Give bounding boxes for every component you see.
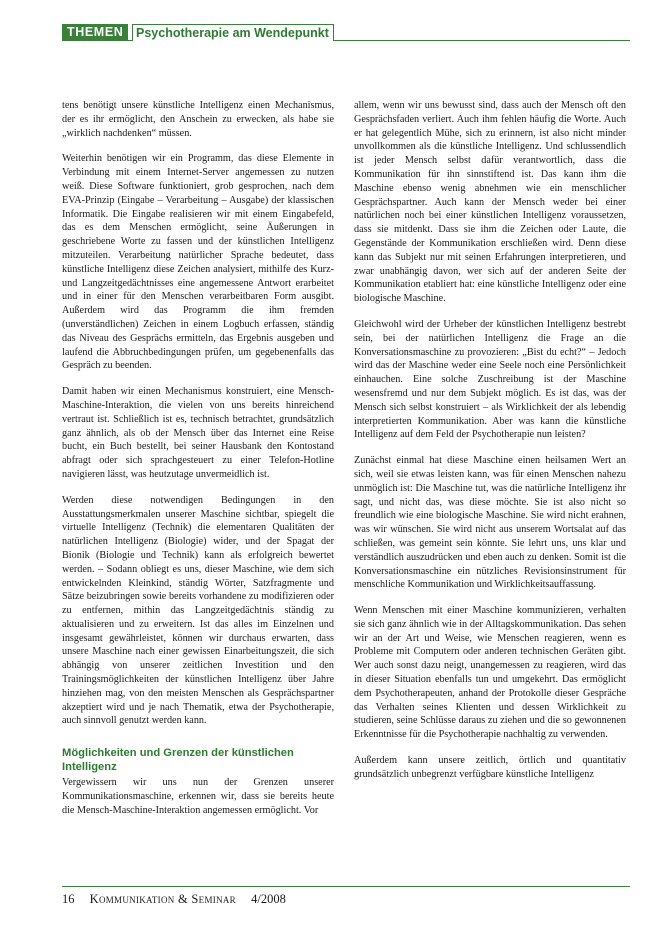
paragraph: Damit haben wir einen Mechanismus konstruiert, eine Mensch-Maschine-Interaktion, die vielen von uns bereits hinreichend vertraut ist. Schließlich ist es, technisch betrachtet, grundsätzlich ganz ähnlich, als ob der Mensch über das Internet eine Reise bucht, ein Buch bestellt, bei seiner Hausbank den Kontostand abfragt oder sich sprachgesteuert zu einer Telefon-Hotline navigieren lässt, was heutzutage unvermeidlich ist. xyxy=(62,386,334,480)
footer-rule xyxy=(62,886,630,887)
issue-number: 4/2008 xyxy=(251,892,286,906)
paragraph: Außerdem kann unsere zeitlich, örtlich und quantitativ grundsätzlich unbegrenzt verfügbare künstliche Intelligenz xyxy=(354,755,626,780)
paragraph: Gleichwohl wird der Urheber der künstlichen Intelligenz bestrebt sein, bei der natürlichen Intelligenz die Frage an die Konversationsmaschine zu provozieren: „Bist du echt?“ – Jedoch wird das der Maschine weder eine Seele noch eine Persönlichkeit einhauchen. Eine solche Zuschreibung ist der Maschine wesensfremd und nur dem Subjekt möglich. Es ist das, was der Mensch sich selbst konstruiert – als Wirklichkeit der als lebendig interpretierten Kommunikation. Aber was kann die künstliche Intelligenz auf dem Feld der Psychotherapie nun leisten? xyxy=(354,318,626,441)
right-column xyxy=(354,99,626,794)
magazine-name: Kommunikation & Seminar xyxy=(89,892,236,906)
paragraph: Zunächst einmal hat diese Maschine einen heilsamen Wert an sich, weil sie etwas leisten kann, was für einen Menschen nahezu unmöglich ist: Die Maschine tut, was die natürliche Intelligenz ihr sagt, und nicht das, was diese möchte. Sie ist also nicht so freundlich wie eine biologische Maschine. Sie wird nicht erahnen, was wir wünschen. Sie wird nicht aus unserem Wortsalat auf das schließen, was gemeint sein könnte. Sie lehrt uns, uns klar und verständlich auszudrücken und eben auch zu denken. Somit ist die Konversationsmaschine ein nützliches Revisionsinstrument für menschliche Kommunikation und Wirklichkeitsauffassung. xyxy=(354,455,626,591)
paragraph: Wenn Menschen mit einer Maschine kommunizieren, verhalten sie sich ganz ähnlich wie in der Alltagskommunikation. Das sehen wir an der Art und Weise, wie Menschen reagieren, wenn es Probleme mit Computern oder anderen technischen Geräten gibt. Wer auch sonst dazu neigt, unangemessen zu reagieren, wird das in dieser Situation ebenfalls tun und umgekehrt. Das ermöglicht dem Psychotherapeuten, anhand der Protokolle dieser Gespräche das Verhalten seines Klienten und dessen Wirklichkeit zu studieren, seine Schlüsse daraus zu ziehen und die so gewonnenen Erkenntnisse für die Psychotherapie nachhaltig zu verwenden. xyxy=(354,605,626,741)
paragraph: Vergewissern wir uns nun der Grenzen unserer Kommunikationsmaschine, erkennen wir, dass sie bereits heute die Mensch-Maschine-Interaktion angemessen ermöglicht. Vor xyxy=(62,777,334,816)
left-column xyxy=(62,99,334,830)
subheading: Möglichkeiten und Grenzen der künstlichen Intelligenz xyxy=(62,747,294,774)
section-title: Psychotherapie am Wendepunkt xyxy=(132,24,334,41)
section-tag: THEMEN xyxy=(62,24,128,41)
paragraph: Werden diese notwendigen Bedingungen in den Ausstattungsmerkmalen unserer Maschine sichtbar, spiegelt die virtuelle Intelligenz (Technik) die elementaren Qualitäten der natürlichen Intelligenz (Biologie) wider, und der Spagat der Bionik (Biologie und Technik) kann als erfolgreich bewertet werden. – Sodann obliegt es uns, dieser Maschine, wie dem sich entwickelnden Kleinkind, ständig Wörter, Satzfragmente und Sätze beizubringen sowie bereits vorhandene zu modifizieren oder zu entfernen, mithin das Langzeitgedächtnis ständig zu aktualisieren und zu erweitern. Ist das alles im Einzelnen und insgesamt gewährleistet, können wir durchaus erwarten, dass unsere Maschine nach einer gewissen Einarbeitungszeit, die sich abhängig von unserer zeitlichen Investition und den Trainingsmöglichkeiten der künstlichen Intelligenz über Jahre hinziehen mag, von den meisten Menschen als Gesprächspartner akzeptiert wird und je nach Thematik, etwa der Psychotherapie, auch sinnvoll genutzt werden kann. xyxy=(62,494,334,727)
paragraph: Weiterhin benötigen wir ein Programm, das diese Elemente in Verbindung mit einem Internet-Server angemessen zu nutzen weiß. Diese Software funktioniert, grob gesprochen, nach dem EVA-Prinzip (Eingabe – Verarbeitung – Ausgabe) der klassischen Informatik. Die Eingabe realisieren wir mit einem Eingabefeld, das es dem Menschen ermöglicht, seine Äußerungen in geschriebene Worte zu fassen und der künstlichen Intelligenz mitzuteilen. Verarbeitung natürlicher Sprache bedeutet, dass künstliche Intelligenz diese Zeichen analysiert, mithilfe des Kurz- und Langzeitgedächtnisses eine angemessene Antwort erarbeitet und in einer für den Menschen verarbeitbaren Form ausgibt. Außerdem wird das Programm die ihm fremden (unverständlichen) Zeichen in einem Logbuch erfassen, ständig das Niveau des Gesprächs ermitteln, das Ergebnis ausgeben und laufend die Abbruchbedingungen prüfen, um gegebenenfalls das Gespräch zu beenden. xyxy=(62,153,334,372)
paragraph: allem, wenn wir uns bewusst sind, dass auch der Mensch oft den Gesprächsfaden verliert. Auch ihm fehlen häufig die Worte. Auch er hat gelegentlich Mühe, sich zu erinnern, ist also nicht minder unvollkommen als die künstliche Intelligenz. Und schlussendlich ist jeder Mensch selbst dafür verantwortlich, dass die Kommunikation für ihn sinnstiftend ist. Das kann ihm die Maschine ebenso wenig abnehmen wie ein menschlicher Gesprächspartner. Auch kann der Mensch weder bei einer natürlichen noch bei einer künstlichen Intelligenz voraussetzen, dass sie mitdenkt. Dass sie ihm die Zeichen oder Laute, die Gegenstände der Kommunikation erschließen wird. Denn diese kann das Subjekt nur mit seinen Erfahrungen interpretieren, und zwar unabhängig davon, wer sich auf der anderen Seite der Kommunikation etabliert hat: eine künstliche Intelligenz oder eine biologische Maschine. xyxy=(354,100,626,305)
page-footer xyxy=(62,892,286,908)
page-header xyxy=(62,24,630,41)
paragraph: tens benötigt unsere künstliche Intelligenz einen Mechanismus, der es ihr ermöglicht, den Anschein zu erwecken, als habe sie „wirklich nachdenken“ müssen. xyxy=(62,100,334,139)
page-number: 16 xyxy=(62,892,75,906)
